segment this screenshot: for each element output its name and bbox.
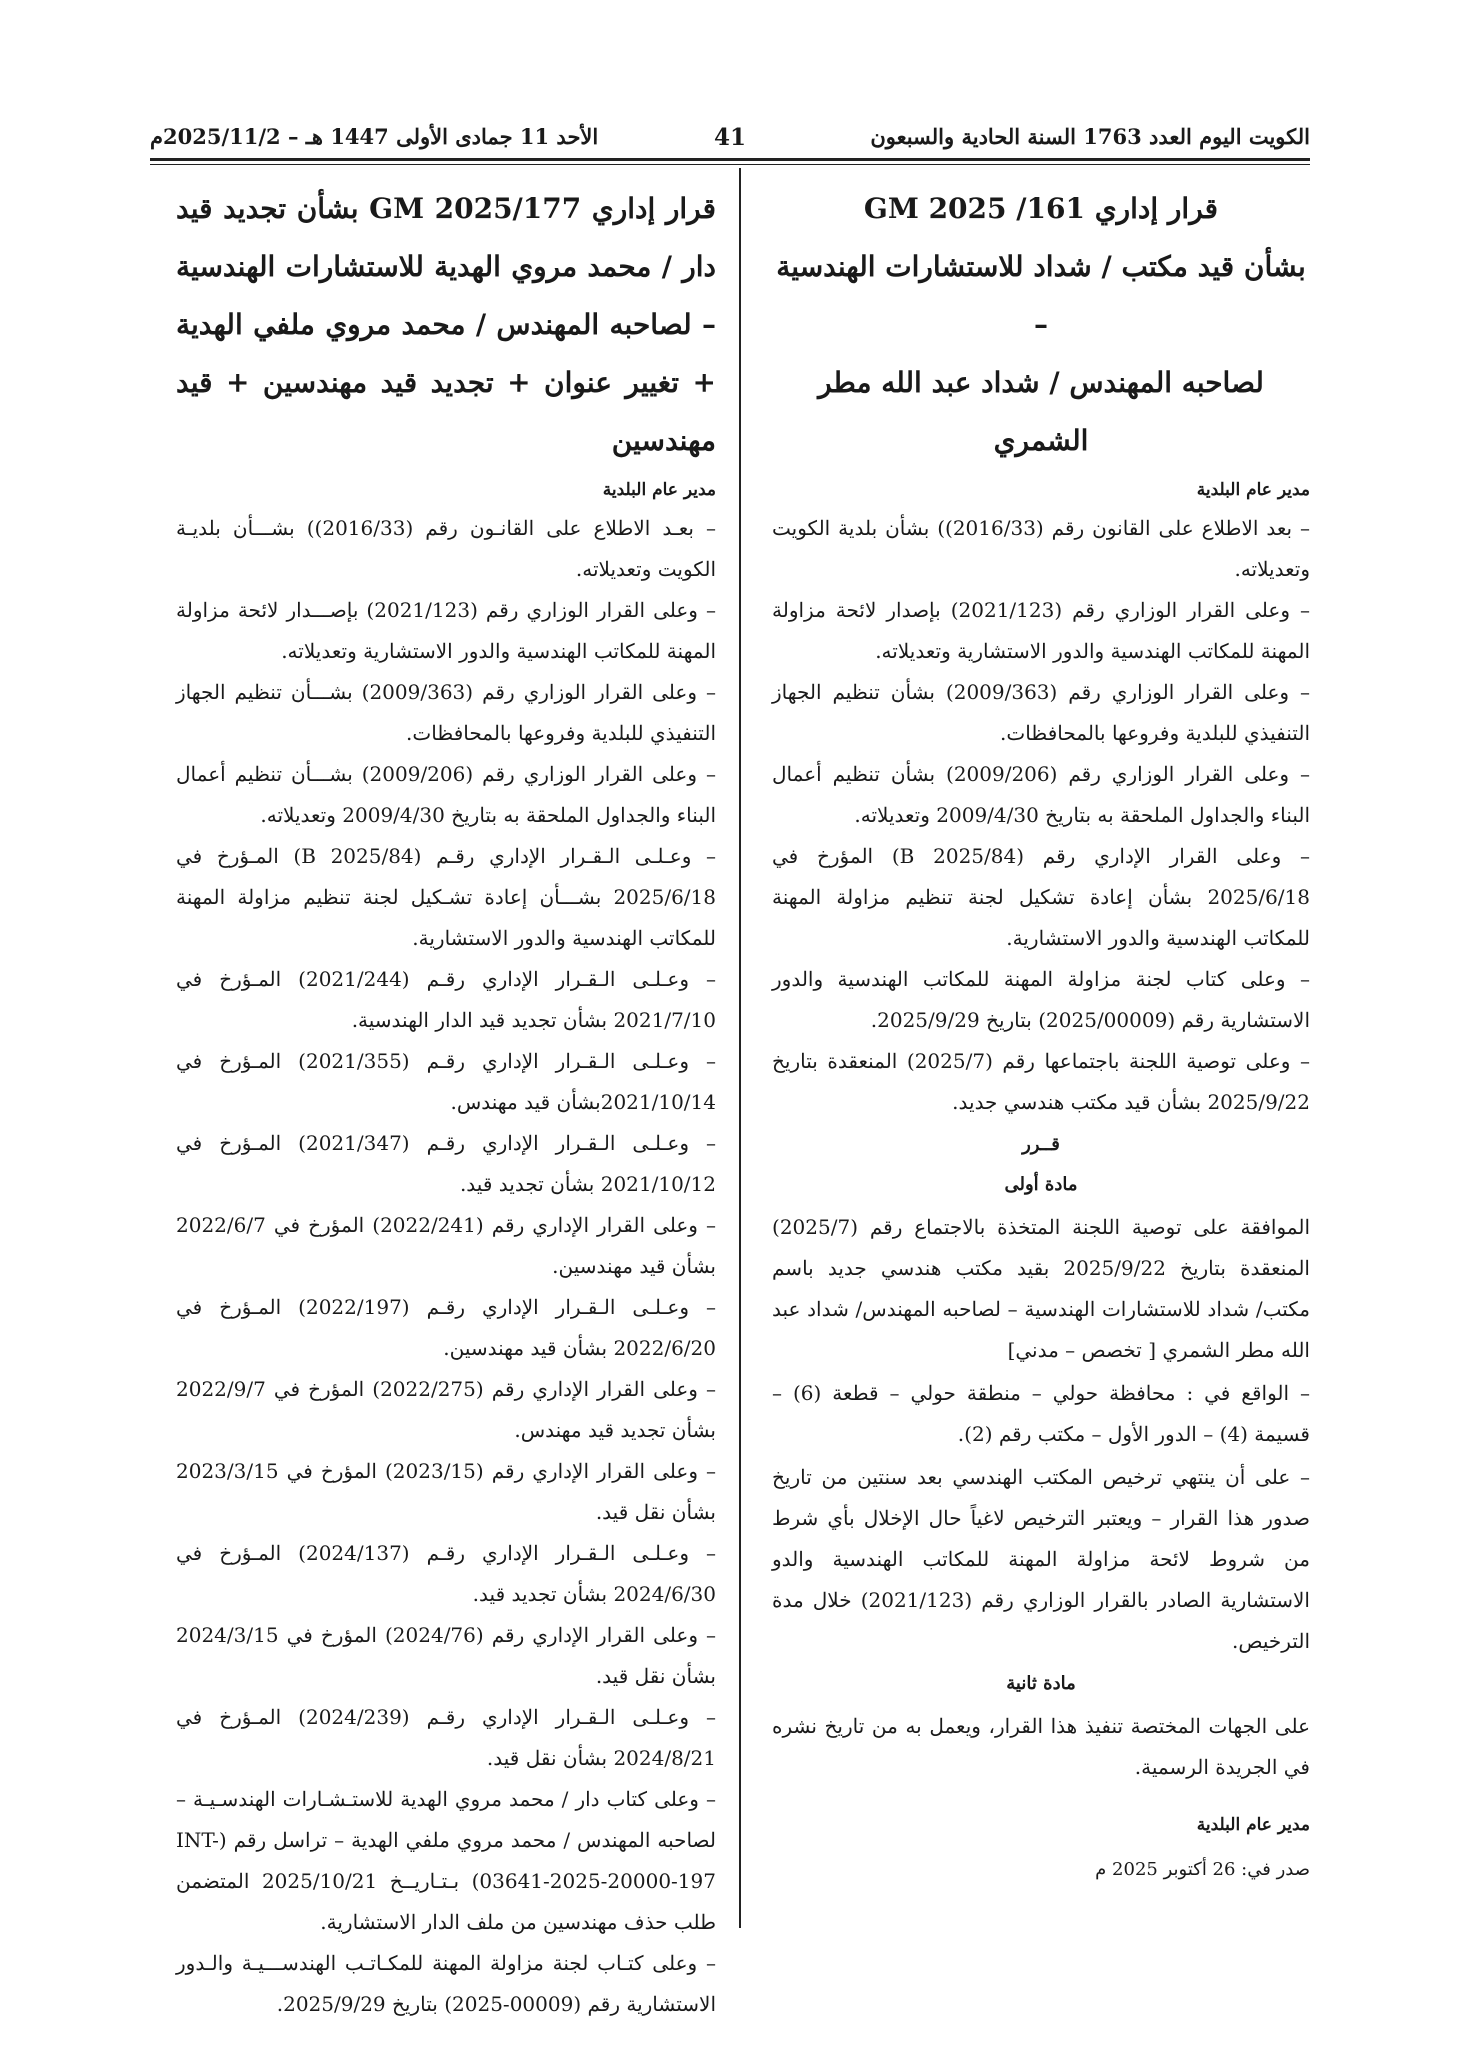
preamble-paragraph: – وعلى كتاب لجنة مزاولة المهنة للمكاتب الهندسية والدور الاستشارية رقم (2025/00009) بتاريخ 2025/9/29. — [772, 967, 1310, 1032]
preamble-paragraph: – وعـلـى الـقـرار الإداري رقـم (2021/347) المـؤرخ في 2021/10/12 بشأن تجديد قيد. — [176, 1131, 716, 1196]
article-1-heading: مادة أولى — [1004, 1174, 1078, 1195]
issuer-label: مدير عام البلدية — [602, 480, 716, 500]
header-rule — [150, 158, 1310, 161]
issuer-label: مدير عام البلدية — [1196, 480, 1310, 500]
preamble-paragraph: – بعـد الاطلاع على القانـون رقم (2016/33)) بشـــأن بلديـة الكويت وتعديلاته. — [176, 516, 717, 581]
preamble-paragraph: – بعد الاطلاع على القانون رقم (2016/33)) بشأن بلدية الكويت وتعديلاته. — [772, 516, 1311, 581]
preamble-paragraph: – وعـلـى الـقـرار الإداري رقـم (2022/197) المـؤرخ في 2022/6/20 بشأن قيد مهندسين. — [176, 1295, 716, 1360]
decision-177-column — [176, 180, 716, 2025]
preamble-paragraph: – وعلى القرار الإداري رقم (2022/275) المؤرخ في 2022/9/7 بشأن تجديد قيد مهندس. — [176, 1377, 716, 1442]
preamble-paragraph: – وعلى القرار الوزاري رقم (2009/206) بشـــأن تنظيم أعمال البناء والجداول الملحقة به بتاريخ 2009/4/30 وتعديلاته. — [176, 762, 716, 827]
preamble-paragraph: – وعلى توصية اللجنة باجتماعها رقم (2025/7) المنعقدة بتاريخ 2025/9/22 بشأن قيد مكتب هندسي جديد. — [772, 1049, 1310, 1114]
article-1-paragraph: – على أن ينتهي ترخيص المكتب الهندسي بعد سنتين من تاريخ صدور هذا القرار – ويعتبر الترخيص لاغياً حال الإخلال بأي شرط من شروط لائحة مزاولة المهنة للمكاتب الهندسية والدو الاستشارية الصادر بالقرار الوزاري رقم (2021/123) خلال مدة الترخيص. — [772, 1465, 1310, 1653]
preamble-paragraph: – وعلى القرار الوزاري رقم (2009/206) بشأن تنظيم أعمال البناء والجداول الملحقة به بتاريخ 2009/4/30 وتعديلاته. — [772, 762, 1310, 827]
decision-161-column — [772, 180, 1310, 1888]
preamble-paragraph: – وعـلـى الـقـرار الإداري رقـم (B 2025/84) المـؤرخ في 2025/6/18 بشـــأن إعادة تشـكيل لجنة تنظيم مزاولة المهنة للمكاتب الهندسية والدور الاستشارية. — [176, 844, 716, 950]
preamble-paragraph: – وعـلـى الـقـرار الإداري رقـم (2024/239) المـؤرخ في 2024/8/21 بشأن نقل قيد. — [176, 1705, 716, 1770]
decision-title-line: قرار إداري 161/ 2025 GM — [863, 192, 1219, 225]
preamble-paragraph: – وعلى كتـاب لجنة مزاولة المهنة للمكـاتـب الهندســـيـة والـدور الاستشارية رقم (00009-2025) بتاريخ 2025/9/29. — [176, 1951, 716, 2016]
preamble-paragraph: – وعلى القرار الإداري رقم (2022/241) المؤرخ في 2022/6/7 بشأن قيد مهندسين. — [176, 1213, 716, 1278]
header-issue: الكويت اليوم العدد 1763 السنة الحادية والسبعون — [870, 124, 1310, 149]
page-number: 41 — [713, 124, 746, 151]
decision-title-line: بشأن قيد مكتب / شداد للاستشارات الهندسية – — [776, 250, 1306, 341]
preamble-paragraph: – وعلى القرار الإداري رقم (B 2025/84) المؤرخ في 2025/6/18 بشأن إعادة تشكيل لجنة تنظيم مزاولة المهنة للمكاتب الهندسية والدور الاستشارية. — [772, 844, 1310, 950]
preamble-paragraph: – وعلى كتاب دار / محمد مروي الهدية للاستـشـارات الهندسـيـة – لصاحبه المهندس / محمد مروي ملفي الهدية – تراسل رقم (INT-03641-2025-20000-197) بـتـاريــخ 2025/10/21 المتضمن طلب حذف مهندسين من ملف الدار الاستشارية. — [176, 1787, 716, 1934]
page-header — [150, 120, 1310, 156]
preamble-paragraph: – وعـلـى الـقـرار الإداري رقـم (2021/355) المـؤرخ في 2021/10/14بشأن قيد مهندس. — [176, 1049, 716, 1114]
column-divider — [739, 168, 741, 1928]
preamble-paragraph: – وعلى القرار الوزاري رقم (2009/363) بشأن تنظيم الجهاز التنفيذي للبلدية وفروعها بالمحافظات. — [772, 680, 1310, 745]
article-1-paragraph: – الواقع في : محافظة حولي – منطقة حولي – قطعة (6) – قسيمة (4) – الدور الأول – مكتب رقم (2). — [772, 1381, 1310, 1446]
preamble-paragraph: – وعـلـى الـقـرار الإداري رقـم (2021/244) المـؤرخ في 2021/7/10 بشأن تجديد قيد الدار الهندسية. — [176, 967, 716, 1032]
header-date: الأحد 11 جمادى الأولى 1447 هـ – 2025/11/2م — [150, 124, 599, 149]
article-2-paragraph: على الجهات المختصة تنفيذ هذا القرار، ويعمل به من تاريخ نشره في الجريدة الرسمية. — [772, 1714, 1310, 1779]
preamble-paragraph: – وعـلـى الـقـرار الإداري رقـم (2024/137) المـؤرخ في 2024/6/30 بشأن تجديد قيد. — [176, 1541, 716, 1606]
preamble-paragraph: – وعلى القرار الإداري رقم (2024/76) المؤرخ في 2024/3/15 بشأن نقل قيد. — [176, 1623, 716, 1688]
preamble-paragraph: – وعلى القرار الإداري رقم (2023/15) المؤرخ في 2023/3/15 بشأن نقل قيد. — [176, 1459, 716, 1524]
article-2-heading: مادة ثانية — [1006, 1673, 1076, 1694]
decision-title-line: لصاحبه المهندس / شداد عبد الله مطر الشمري — [818, 366, 1264, 457]
signature: مدير عام البلدية — [1196, 1815, 1310, 1835]
preamble-paragraph: – وعلى القرار الوزاري رقم (2021/123) بإصدار لائحة مزاولة المهنة للمكاتب الهندسية والدور الاستشارية وتعديلاته. — [772, 598, 1311, 663]
header-rule-thin — [150, 164, 1310, 165]
issued-date: صدر في: 26 أكتوبر 2025 م — [1095, 1859, 1310, 1880]
preamble-paragraph: – وعلى القرار الوزاري رقم (2009/363) بشـــأن تنظيم الجهاز التنفيذي للبلدية وفروعها بالمحافظات. — [176, 680, 716, 745]
decision-title: قرار إداري GM 2025/177 بشأن تجديد قيد دار / محمد مروي الهدية للاستشارات الهندسية – لصاحبه المهندس / محمد مروي ملفي الهدية + تغيير عنوان + تجديد قيد مهندسين + قيد مهندسين — [176, 192, 716, 457]
preamble-paragraph: – وعلى القرار الوزاري رقم (2021/123) بإصـــدار لائحة مزاولة المهنة للمكاتب الهندسية والدور الاستشارية وتعديلاته. — [176, 598, 716, 663]
decided-heading: قــرر — [1022, 1134, 1060, 1155]
article-1-paragraph: الموافقة على توصية اللجنة المتخذة بالاجتماع رقم (2025/7) المنعقدة بتاريخ 2025/9/22 بقيد مكتب هندسي جديد باسم مكتب/ شداد للاستشارات الهندسية – لصاحبه المهندس/ شداد عبد الله مطر الشمري [ تخصص – مدني] — [772, 1215, 1310, 1362]
